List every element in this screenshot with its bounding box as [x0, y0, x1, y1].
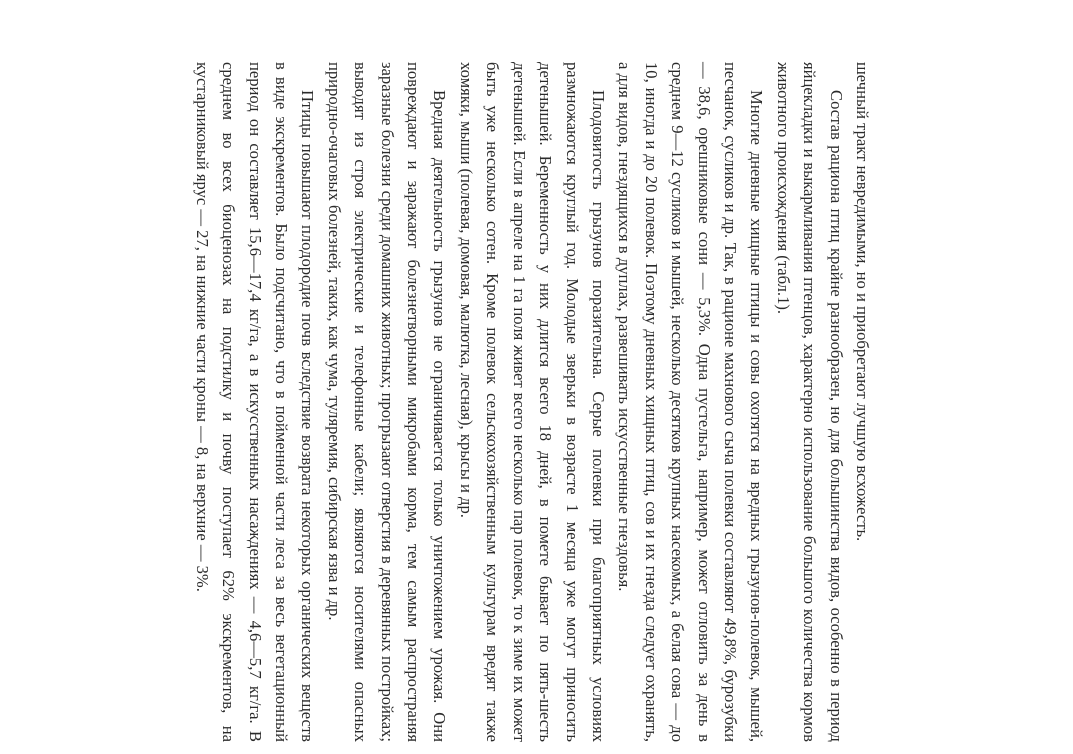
paragraph-2: Состав рациона птиц крайне разнообразен, но для большинства видов, особенно в период яйцекладки и выкармливания птенцов, характерно использование большого количества кормов животного происхождения (табл.1).: [773, 62, 846, 742]
paragraph-4: Плодовитость грызунов поразительна. Серые полевки при благоприятных условиях размножаются круглый год. Молодые зверьки в возрасте 1 месяца уже могут приносить детенышей. Беременность у них длится всего 18 дней, в помете бывает по пять-шесть детенышей. Если в апреле на 1 га поля живет всего несколько пар полевок, то к зиме их может быть уже несколько сотен. Кроме полевок сельскохозяйственным культурам вредят также хомяки, мыши (полевая, домовая, малютка, лесная), крысы и др.: [456, 62, 608, 742]
paragraph-6: Птицы повышают плодородие почв вследствие возврата некоторых органических веществ в виде экскрементов. Было подсчитано, что в пойменной части леса за весь вегетационный период он составляет 15,6—17,4 кг/га, а в искусственных насаждениях — 4,6—5,7 кг/га. В среднем во всех биоценозах на подстилку и почву поступает 62% экскрементов, на кустарниковый ярус — 27, на нижние части кроны — 8, на верхние — 3%.: [192, 62, 318, 742]
paragraph-5: Вредная деятельность грызунов не ограничивается только уничтожением урожая. Они повреждают и заражают болезнетворными микробами корма, тем самым распространяя заразные болезни среди домашних животных; прогрызают отверстия в деревянных постройках; выводят из строя электрические и телефонные кабели; являются носителями опасных природно-очаговых болезней, таких, как чума, туляремия, сибирская язва и др.: [324, 62, 450, 742]
rotated-text-block: [65, 62, 875, 742]
paragraph-3: Многие дневные хищные птицы и совы охотятся на вредных грызунов-полевок, мышей, песчанок, сусликов и др. Так, в рационе махнового сыча полевки составляют 49,8%, бурозубки — 38,6, орешниковые сони — 5,3%. Одна пустельга, например, может отловить за день в среднем 9—12 сусликов и мышей, несколько десятков крупных насекомых, а белая сова — до 10, иногда и до 20 полевок. Поэтому дневных хищных птиц, сов и их гнезда следует охранять, а для видов, гнездящихся в дуплах, развешивать искусственные гнездовья.: [615, 62, 767, 742]
paragraph-1: шечный тракт невредимыми, но и приобретают лучшую всхожесть.: [853, 62, 872, 542]
